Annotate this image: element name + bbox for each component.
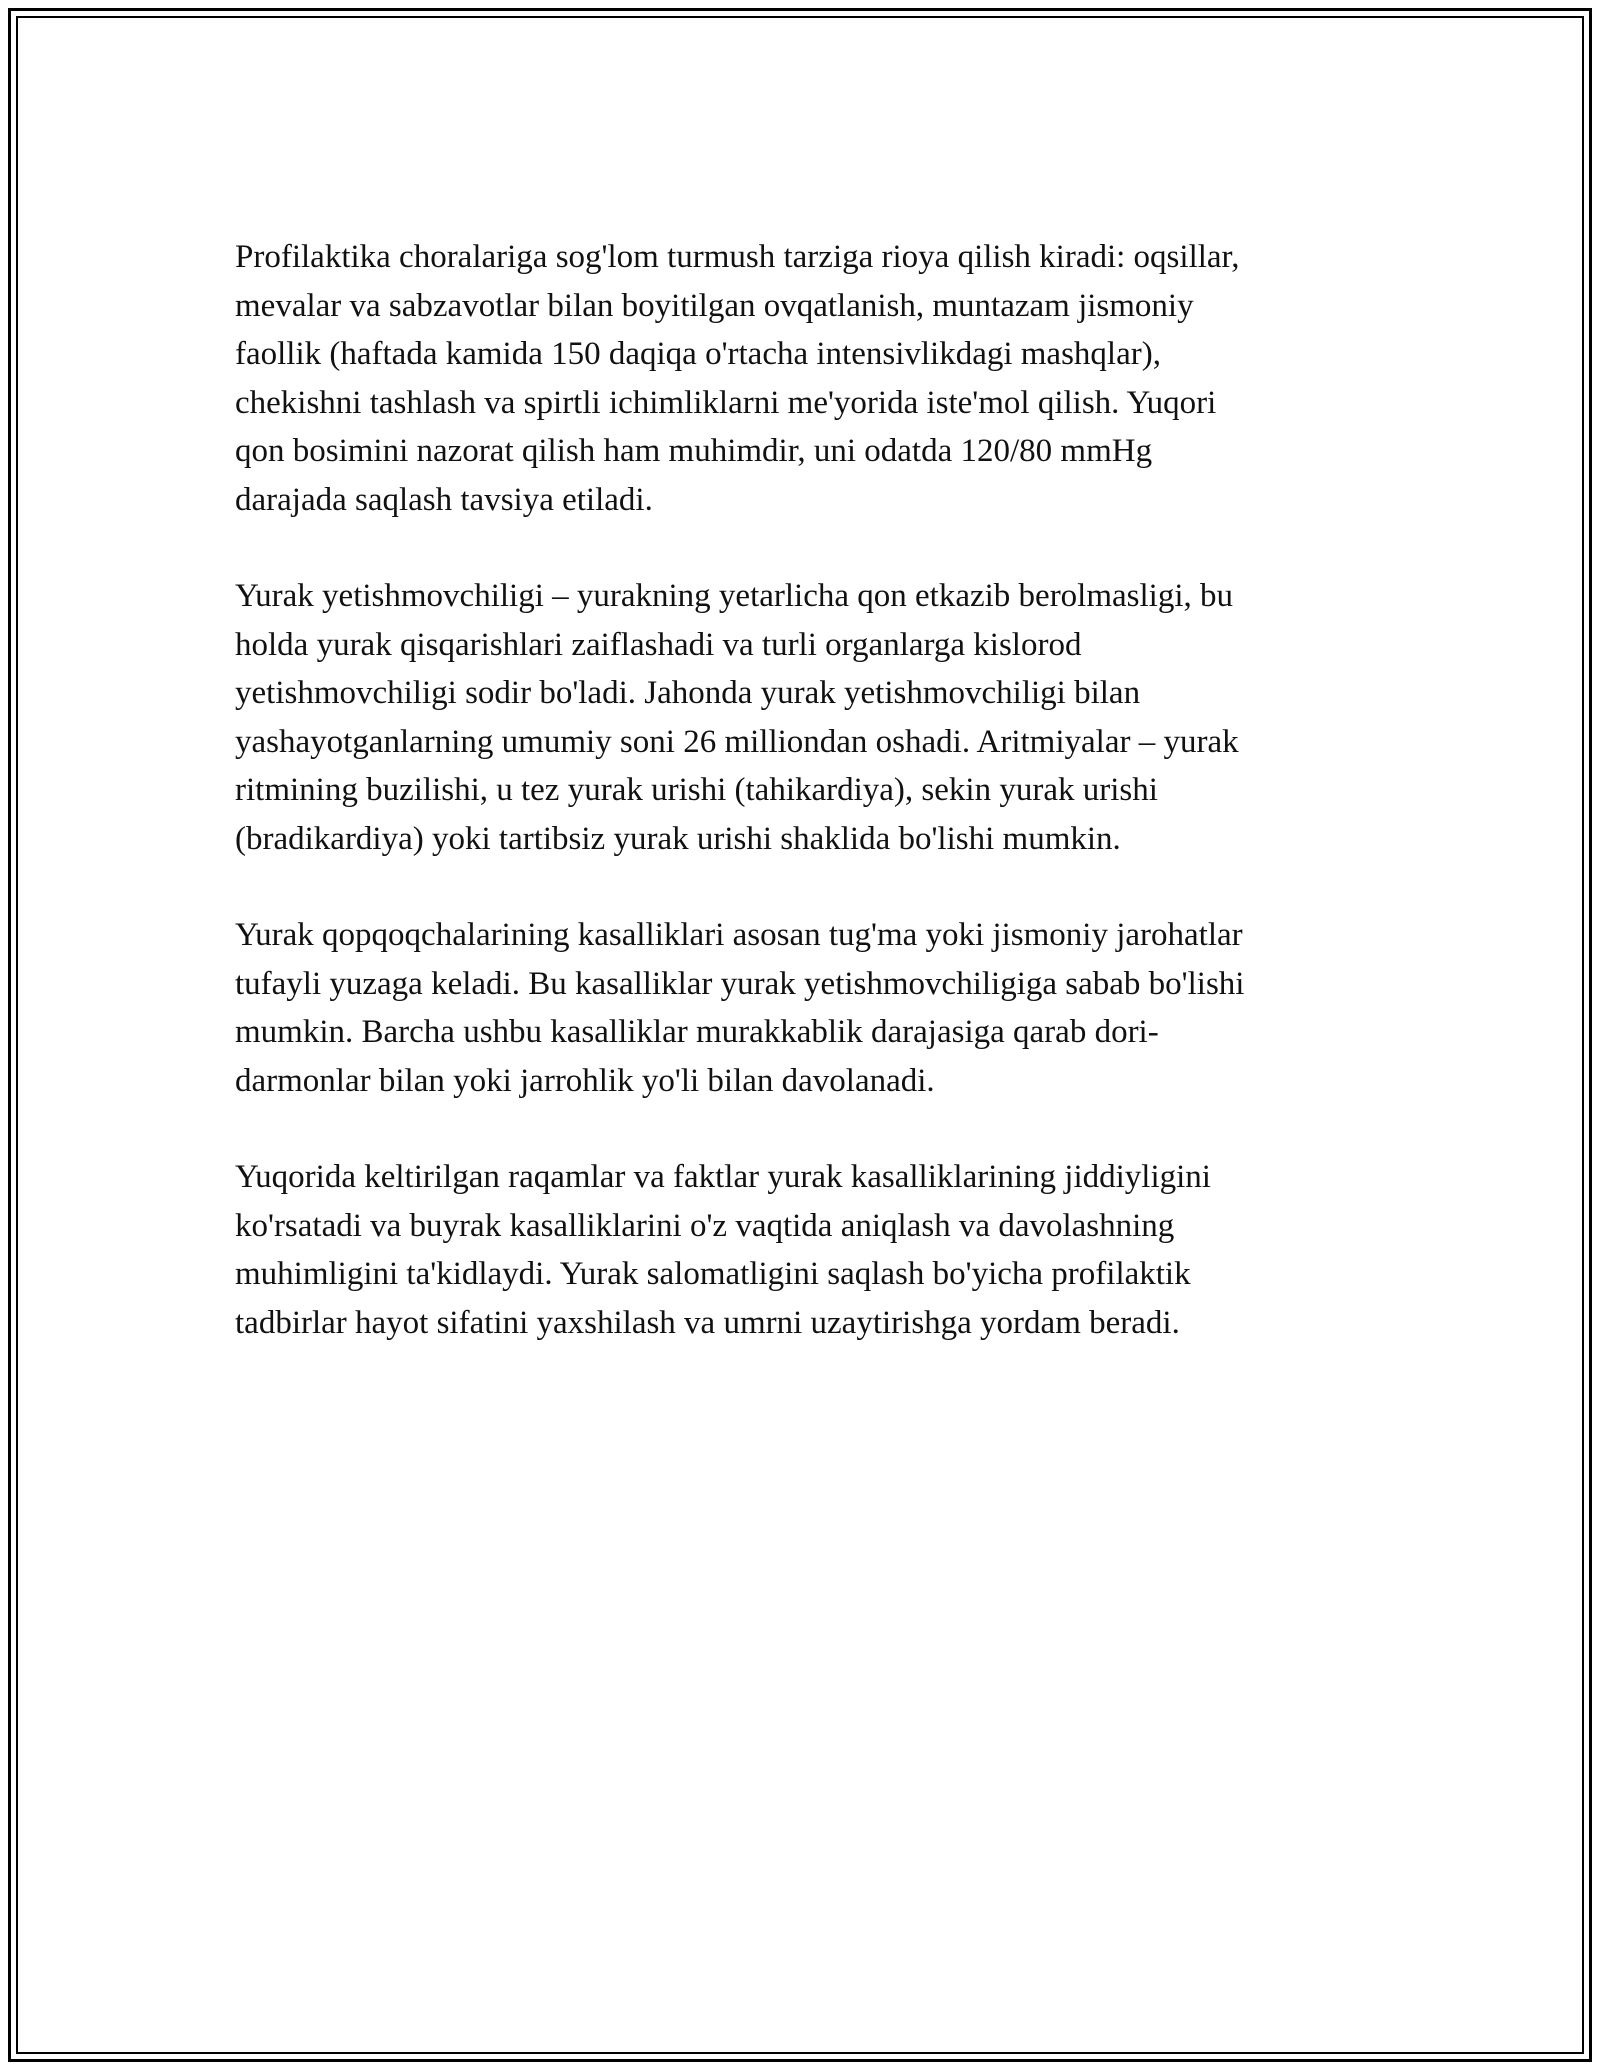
- paragraph-heart-failure: Yurak yetishmovchiligi – yurakning yetarlicha qon etkazib berolmasligi, bu holda yurak qisqarishlari zaiflashadi va turli organlarga kislorod yetishmovchiligi sodir bo'ladi. Jahonda yurak yetishmovchiligi bilan yashayotganlarning umumiy soni 26 milliondan oshadi. Aritmiyalar – yurak ritmining buzilishi, u tez yurak urishi (tahikardiya), sekin yurak urishi (bradikardiya) yoki tartibsiz yurak urishi shaklida bo'lishi mumkin.: [235, 578, 1239, 857]
- paragraph-conclusion: Yuqorida keltirilgan raqamlar va faktlar yurak kasalliklarining jiddiyligini ko'rsatadi va buyrak kasalliklarini o'z vaqtida aniqlash va davolashning muhimligini ta'kidlaydi. Yurak salomatligini saqlash bo'yicha profilaktik tadbirlar hayot sifatini yaxshilash va umrni uzaytirishga yordam beradi.: [235, 1159, 1211, 1341]
- paragraph-valve-disease: Yurak qopqoqchalarining kasalliklari asosan tug'ma yoki jismoniy jarohatlar tufayli yuzaga keladi. Bu kasalliklar yurak yetishmovchiligiga sabab bo'lishi mumkin. Barcha ushbu kasalliklar murakkablik darajasiga qarab dori- darmonlar bilan yoki jarrohlik yo'li bilan davolanadi.: [235, 917, 1245, 1099]
- document-body: [235, 233, 1370, 1395]
- paragraph-prevention: Profilaktika choralariga sog'lom turmush tarziga rioya qilish kiradi: oqsillar, mevalar va sabzavotlar bilan boyitilgan ovqatlanish, muntazam jismoniy faollik (haftada kamida 150 daqiqa o'rtacha intensivlikdagi mashqlar), chekishni tashlash va spirtli ichimliklarni me'yorida iste'mol qilish. Yuqori qon bosimini nazorat qilish ham muhimdir, uni odatda 120/80 mmHg darajada saqlash tavsiya etiladi.: [235, 239, 1240, 518]
